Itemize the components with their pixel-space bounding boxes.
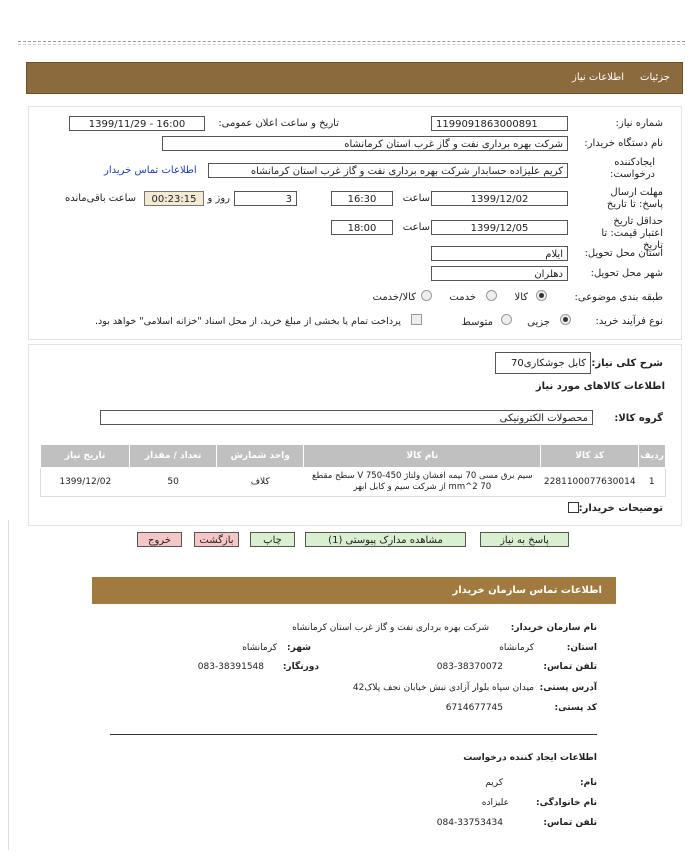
category-label: طبقه بندی موضوعی: xyxy=(574,292,663,303)
top-divider xyxy=(18,41,685,42)
attachments-button[interactable]: مشاهده مدارک پیوستی (1) xyxy=(305,532,466,547)
days-field: 3 xyxy=(234,191,297,206)
category-goods-radio[interactable] xyxy=(536,290,547,301)
section-divider xyxy=(110,734,597,735)
days-label: روز و xyxy=(207,193,230,204)
table-row xyxy=(41,468,666,497)
province-contact-value: کرمانشاه xyxy=(499,643,534,653)
back-button[interactable]: بازگشت xyxy=(194,532,239,547)
city-field: دهلران xyxy=(431,266,568,281)
header-code: کد کالا xyxy=(541,445,639,468)
creator-info-title: اطلاعات ایجاد کننده درخواست xyxy=(463,753,597,763)
address-value: میدان سپاه بلوار آزادی نبش خیابان نجف پلاک42 xyxy=(352,683,534,693)
process-minor-radio[interactable] xyxy=(560,314,571,325)
left-border xyxy=(8,520,9,850)
tab-need-info[interactable]: اطلاعات نیاز xyxy=(572,72,624,83)
buyer-label: نام دستگاه خریدار: xyxy=(584,138,663,149)
items-table xyxy=(40,444,666,497)
reply-button[interactable]: پاسخ به نیاز xyxy=(480,532,569,547)
need-number-field: 1199091863000891 xyxy=(431,116,568,131)
tab-bar xyxy=(26,62,683,94)
org-value: شرکت بهره برداری نفت و گاز غرب استان کرمانشاه xyxy=(292,623,489,633)
validity-time-field: 18:00 xyxy=(331,220,393,235)
city-contact-label: شهر: xyxy=(287,643,311,653)
address-label: آدرس پستی: xyxy=(539,683,597,693)
process-minor-label: جزیی xyxy=(527,317,550,328)
contact-header xyxy=(92,577,616,604)
need-number-label: شماره نیاز: xyxy=(615,118,663,129)
cell-unit: کلاف xyxy=(217,468,304,497)
desc-label: شرح کلی نیاز: xyxy=(591,358,663,369)
cell-date: 1399/12/02 xyxy=(41,468,130,497)
deadline-time-field: 16:30 xyxy=(331,191,393,206)
contact-title: اطلاعات تماس سازمان خریدار xyxy=(452,585,602,596)
tab-details[interactable]: جزئیات xyxy=(640,72,670,83)
deadline-label: مهلت ارسال پاسخ: تا تاریخ xyxy=(606,187,663,210)
process-medium-radio[interactable] xyxy=(501,314,512,325)
table-header-row xyxy=(41,445,666,468)
deadline-time-label: ساعت xyxy=(402,193,430,204)
creator-field: کریم علیزاده حسابدار شرکت بهره برداری نفت و گاز غرب استان کرمانشاه xyxy=(208,163,568,178)
cell-name: سیم برق مسی 70 نیمه افشان ولتاژ 450-750 V سطح مقطع 70 mm^2 از شرکت سیم و کابل ابهر xyxy=(304,468,541,497)
postal-label: کد پستی: xyxy=(554,703,597,713)
category-both-radio[interactable] xyxy=(421,290,432,301)
validity-label: حداقل تاریخ اعتبار قیمت: تا تاریخ xyxy=(601,216,663,251)
process-medium-label: متوسط xyxy=(461,317,493,328)
city-contact-value: کرمانشاه xyxy=(242,643,277,653)
buyer-contact-link[interactable]: اطلاعات تماس خریدار xyxy=(104,165,197,176)
category-service-radio[interactable] xyxy=(486,290,497,301)
header-name: نام کالا xyxy=(304,445,541,468)
cell-row-number: 1 xyxy=(639,468,666,497)
category-service-label: خدمت xyxy=(449,292,476,303)
treasury-payment-checkbox[interactable] xyxy=(411,314,422,325)
family-value: علیزاده xyxy=(481,798,509,808)
family-label: نام خانوادگی: xyxy=(535,798,597,808)
remaining-label: ساعت باقی‌مانده xyxy=(64,193,136,204)
province-field: ایلام xyxy=(431,246,568,261)
buyer-notes-checkbox[interactable] xyxy=(568,502,579,513)
buyer-field: شرکت بهره برداری نفت و گاز غرب استان کرمانشاه xyxy=(162,136,568,151)
org-label: نام سازمان خریدار: xyxy=(510,623,597,633)
header-qty: تعداد / مقدار xyxy=(130,445,217,468)
province-contact-label: استان: xyxy=(566,643,597,653)
goods-title: اطلاعات کالاهای مورد نیاز xyxy=(535,381,665,392)
buyer-notes-label: توضیحات خریدار: xyxy=(578,503,663,514)
cell-qty: 50 xyxy=(130,468,217,497)
process-label: نوع فرآیند خرید: xyxy=(595,316,663,327)
header-date: تاریخ نیاز xyxy=(41,445,130,468)
name-value: کریم xyxy=(485,778,503,788)
creator-phone-label: تلفن تماس: xyxy=(543,818,597,828)
validity-date-field: 1399/12/05 xyxy=(431,220,568,235)
name-label: نام: xyxy=(580,778,597,788)
phone-label: تلفن تماس: xyxy=(543,662,597,672)
print-button[interactable]: چاپ xyxy=(250,532,295,547)
fax-label: دورنگار: xyxy=(282,662,319,672)
remaining-timer: 00:23:15 xyxy=(144,191,204,206)
announce-field: 1399/11/29 - 16:00 xyxy=(69,116,205,131)
validity-time-label: ساعت xyxy=(402,222,430,233)
category-goods-label: کالا xyxy=(514,292,528,303)
fax-value: 083-38391548 xyxy=(197,662,264,672)
province-label: استان محل تحویل: xyxy=(584,248,663,259)
exit-button[interactable]: خروج xyxy=(137,532,182,547)
header-unit: واحد شمارش xyxy=(217,445,304,468)
phone-value: 083-38370072 xyxy=(436,662,503,672)
treasury-payment-note: پرداخت تمام یا بخشی از مبلغ خرید، از محل اسناد "خزانه اسلامی" خواهد بود. xyxy=(95,316,401,327)
group-field: محصولات الکترونیکی xyxy=(100,410,593,425)
header-row-number: ردیف xyxy=(639,445,666,468)
creator-phone-value: 084-33753434 xyxy=(436,818,503,828)
category-both-label: کالا/خدمت xyxy=(372,292,416,303)
cell-code: 2281100077630014 xyxy=(541,468,639,497)
announce-label: تاریخ و ساعت اعلان عمومی: xyxy=(218,118,339,129)
top-divider-secondary xyxy=(18,44,685,45)
city-label: شهر محل تحویل: xyxy=(590,268,663,279)
desc-field: کابل جوشکاری70 xyxy=(495,352,591,374)
creator-label: ایجادکننده درخواست: xyxy=(610,157,655,180)
group-label: گروه کالا: xyxy=(614,413,663,424)
postal-value: 6714677745 xyxy=(445,703,503,713)
deadline-date-field: 1399/12/02 xyxy=(431,191,568,206)
